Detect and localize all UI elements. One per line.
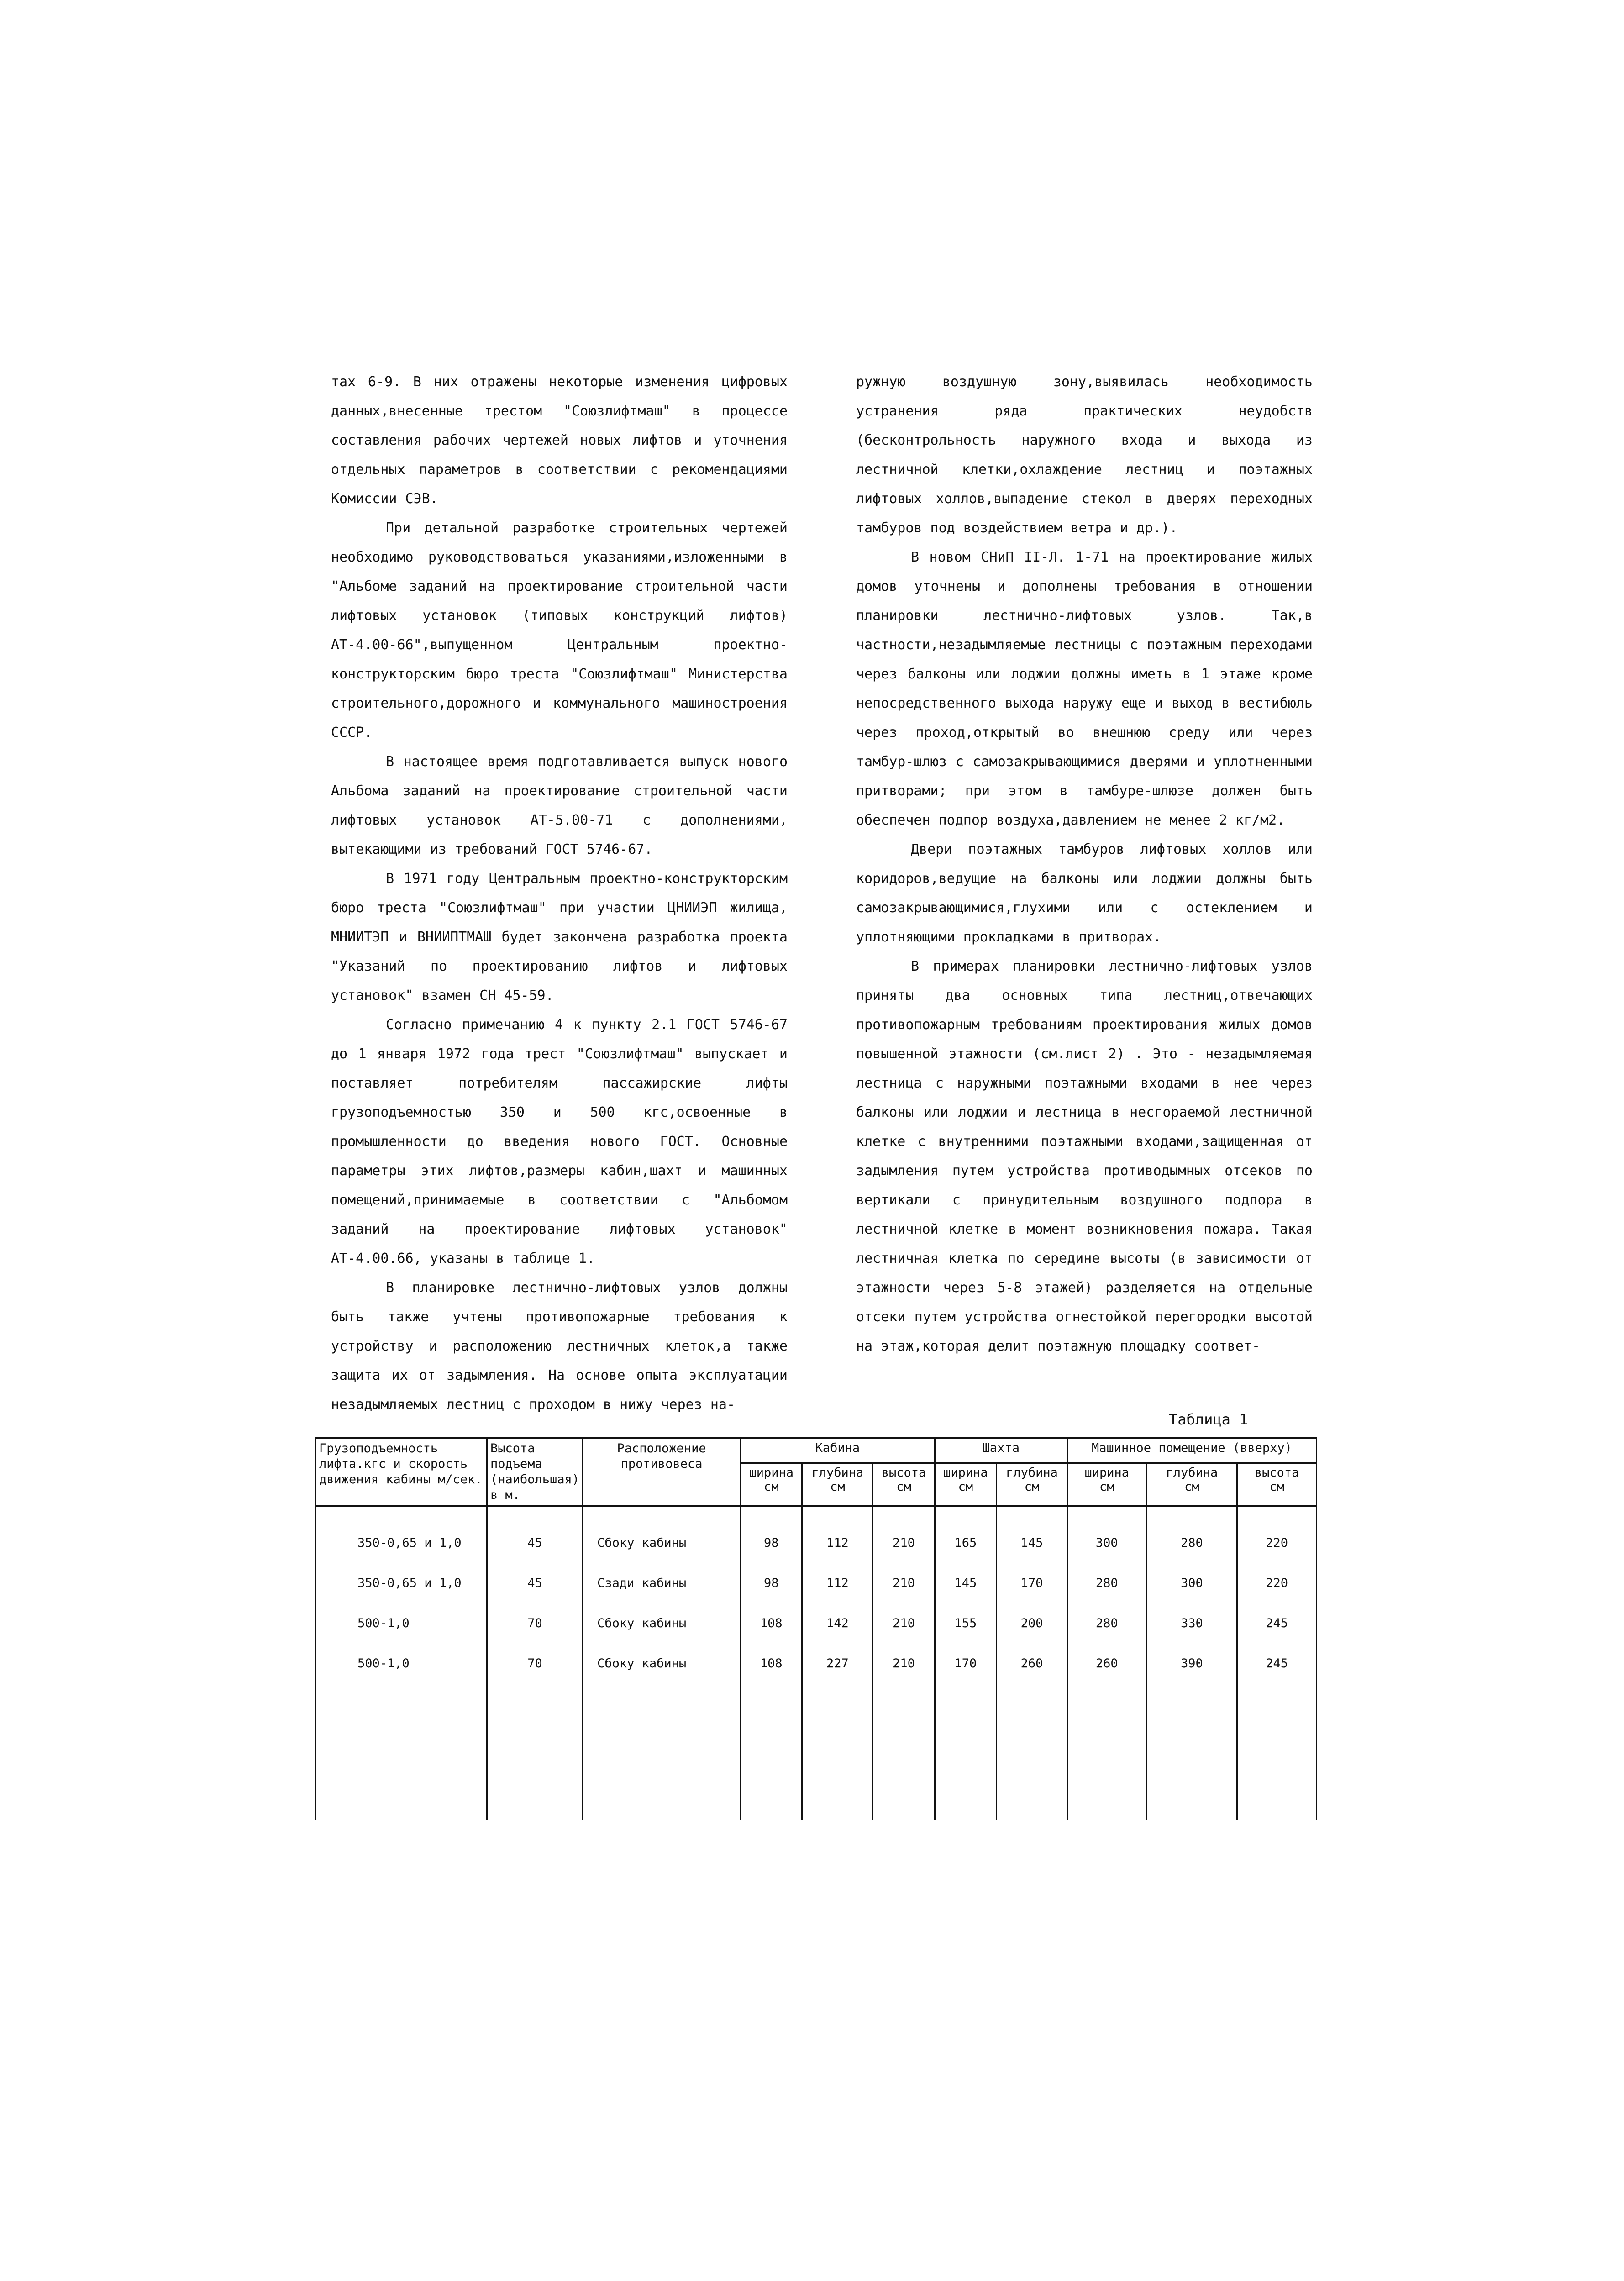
cell-shaft-depth: 260 xyxy=(997,1644,1067,1684)
table-empty-row xyxy=(316,1684,1317,1820)
unit-label: см xyxy=(1184,1480,1199,1494)
unit-label: см xyxy=(1024,1480,1040,1494)
subheader-height xyxy=(873,1463,935,1506)
empty-cell xyxy=(802,1684,873,1820)
cell-height: 70 xyxy=(487,1603,583,1644)
lift-parameters-table xyxy=(315,1437,1317,1820)
paragraph: Двери поэтажных тамбуров лифтовых холлов или коридоров,ведущие на балконы или лоджии должны быть самозакрывающимися,глухими или с остеклением и уплотняющими прокладками в притворах. xyxy=(856,841,1313,945)
right-text-column xyxy=(856,368,1313,1361)
paragraph: тах 6-9. В них отражены некоторые изменения цифровых данных,внесенные трестом "Союзлифтмаш" в процессе составления рабочих чертежей новых лифтов и уточнения отдельных параметров в соответствии с рекомендациями Комиссии СЭВ. xyxy=(331,374,788,507)
subheader-width xyxy=(1067,1463,1146,1506)
cell-capacity: 500-1,0 xyxy=(316,1603,487,1644)
unit-label: см xyxy=(1099,1480,1114,1494)
cell-capacity: 350-0,65 и 1,0 xyxy=(316,1506,487,1563)
cell-height: 45 xyxy=(487,1506,583,1563)
cell-room-depth: 390 xyxy=(1146,1644,1237,1684)
unit-label: см xyxy=(830,1480,845,1494)
empty-cell xyxy=(487,1684,583,1820)
cell-cabin-width: 108 xyxy=(741,1644,802,1684)
empty-cell xyxy=(1067,1684,1146,1820)
subheader-width xyxy=(741,1463,802,1506)
header-cabin: Кабина xyxy=(741,1438,935,1463)
paragraph: Согласно примечанию 4 к пункту 2.1 ГОСТ 5746-67 до 1 января 1972 года трест "Союзлифтмаш" выпускает и поставляет потребителям пассажирские лифты грузоподъемностью 350 и 500 кгс,освоенные в промышленности до введения нового ГОСТ. Основные параметры этих лифтов,размеры кабин,шахт и машинных помещений,принимаемые в соответствии с "Альбомом заданий на проектирование лифтовых установок" АТ-4.00.66, указаны в таблице 1. xyxy=(331,1017,788,1267)
paragraph: В настоящее время подготавливается выпуск нового Альбома заданий на проектирование строительной части лифтовых установок АТ-5.00-71 с дополнениями, вытекающими из требований ГОСТ 5746-67. xyxy=(331,754,788,857)
cell-position: Сбоку кабины xyxy=(583,1506,741,1563)
cell-cabin-depth: 112 xyxy=(802,1506,873,1563)
cell-room-depth: 300 xyxy=(1146,1563,1237,1603)
cell-shaft-width: 170 xyxy=(935,1644,996,1684)
subheader-depth xyxy=(802,1463,873,1506)
header-height: Высота подъема (наибольшая) в м. xyxy=(487,1438,583,1506)
subheader-label: высота xyxy=(881,1466,926,1480)
subheader-depth xyxy=(997,1463,1067,1506)
cell-shaft-depth: 200 xyxy=(997,1603,1067,1644)
cell-cabin-height: 210 xyxy=(873,1506,935,1563)
cell-height: 45 xyxy=(487,1563,583,1603)
header-capacity: Грузоподъемность лифта.кгс и скорость движения кабины м/сек. xyxy=(316,1438,487,1506)
cell-room-height: 245 xyxy=(1237,1603,1317,1644)
empty-cell xyxy=(935,1684,996,1820)
subheader-height xyxy=(1237,1463,1317,1506)
subheader-label: глубина xyxy=(1006,1466,1058,1480)
cell-room-height: 220 xyxy=(1237,1506,1317,1563)
cell-cabin-depth: 227 xyxy=(802,1644,873,1684)
cell-shaft-width: 145 xyxy=(935,1563,996,1603)
table-caption: Таблица 1 xyxy=(1169,1411,1248,1428)
header-shaft: Шахта xyxy=(935,1438,1067,1463)
paragraph: ружную воздушную зону,выявилась необходимость устранения ряда практических неудобств (бесконтрольность наружного входа и выхода из лестничной клетки,охлаждение лестниц и поэтажных лифтовых холлов,выпадение стекол в дверях переходных тамбуров под воздействием ветра и др.). xyxy=(856,374,1313,536)
subheader-label: ширина xyxy=(1084,1466,1130,1480)
cell-cabin-width: 108 xyxy=(741,1603,802,1644)
unit-label: см xyxy=(958,1480,973,1494)
cell-position: Сбоку кабины xyxy=(583,1644,741,1684)
cell-capacity: 500-1,0 xyxy=(316,1644,487,1684)
paragraph: В планировке лестнично-лифтовых узлов должны быть также учтены противопожарные требования к устройству и расположению лестничных клеток,а также защита их от задымления. На основе опыта эксплуатации незадымляемых лестниц с проходом в нижу через на- xyxy=(331,1280,788,1413)
cell-room-height: 220 xyxy=(1237,1563,1317,1603)
table-row xyxy=(316,1603,1317,1644)
table-row xyxy=(316,1506,1317,1563)
subheader-label: ширина xyxy=(749,1466,794,1480)
cell-shaft-width: 165 xyxy=(935,1506,996,1563)
subheader-label: глубина xyxy=(1166,1466,1218,1480)
cell-room-width: 300 xyxy=(1067,1506,1146,1563)
paragraph: В новом СНиП II-Л. 1-71 на проектирование жилых домов уточнены и дополнены требования в отношении планировки лестнично-лифтовых узлов. Так,в частности,незадымляемые лестницы с поэтажным переходами через балконы или лоджии должны иметь в 1 этаже кроме непосредственного выхода наружу еще и выход в вестибюль через проход,открытый во внешнюю среду или через тамбур-шлюз с самозакрывающимися дверями и уплотненными притворами; при этом в тамбуре-шлюзе должен быть обеспечен подпор воздуха,давлением не менее 2 кг/м2. xyxy=(856,549,1313,828)
subheader-label: высота xyxy=(1254,1466,1299,1480)
cell-room-depth: 280 xyxy=(1146,1506,1237,1563)
unit-label: см xyxy=(1269,1480,1284,1494)
cell-cabin-height: 210 xyxy=(873,1603,935,1644)
empty-cell xyxy=(316,1684,487,1820)
cell-room-width: 260 xyxy=(1067,1644,1146,1684)
empty-cell xyxy=(741,1684,802,1820)
paragraph: В 1971 году Центральным проектно-конструкторским бюро треста "Союзлифтмаш" при участии ЦНИИЭП жилища, МНИИТЭП и ВНИИПТМАШ будет закончена разработка проекта "Указаний по проектированию лифтов и лифтовых установок" взамен СН 45-59. xyxy=(331,871,788,1004)
cell-cabin-width: 98 xyxy=(741,1506,802,1563)
cell-cabin-width: 98 xyxy=(741,1563,802,1603)
cell-position: Сбоку кабины xyxy=(583,1603,741,1644)
paragraph: В примерах планировки лестнично-лифтовых узлов приняты два основных типа лестниц,отвечающих противопожарным требованиям проектирования жилых домов повышенной этажности (см.лист 2) . Это - незадымляемая лестница с наружными поэтажными входами в нее через балконы или лоджии и лестница в несгораемой лестничной клетке с внутренними поэтажными входами,защищенная от задымления путем устройства противодымных отсеков по вертикали с принудительным воздушного подпора в лестничной клетке в момент возникновения пожара. Такая лестничная клетка по середине высоты (в зависимости от этажности через 5-8 этажей) разделяется на отдельные отсеки путем устройства огнестойкой перегородки высотой на этаж,которая делит поэтажную площадку соответ- xyxy=(856,958,1313,1354)
unit-label: см xyxy=(896,1480,911,1494)
cell-capacity: 350-0,65 и 1,0 xyxy=(316,1563,487,1603)
empty-cell xyxy=(583,1684,741,1820)
cell-shaft-width: 155 xyxy=(935,1603,996,1644)
cell-room-width: 280 xyxy=(1067,1563,1146,1603)
cell-shaft-depth: 170 xyxy=(997,1563,1067,1603)
cell-cabin-height: 210 xyxy=(873,1644,935,1684)
subheader-label: ширина xyxy=(943,1466,988,1480)
empty-cell xyxy=(1237,1684,1317,1820)
empty-cell xyxy=(997,1684,1067,1820)
table-row xyxy=(316,1644,1317,1684)
cell-cabin-depth: 112 xyxy=(802,1563,873,1603)
cell-height: 70 xyxy=(487,1644,583,1684)
empty-cell xyxy=(873,1684,935,1820)
cell-cabin-height: 210 xyxy=(873,1563,935,1603)
subheader-depth xyxy=(1146,1463,1237,1506)
paragraph: При детальной разработке строительных чертежей необходимо руководствоваться указаниями,изложенными в "Альбоме заданий на проектирование строительной части лифтовых установок (типовых конструкций лифтов) АТ-4.00-66",выпущенном Центральным проектно-конструкторским бюро треста "Союзлифтмаш" Министерства строительного,дорожного и коммунального машиностроения СССР. xyxy=(331,520,788,741)
cell-room-width: 280 xyxy=(1067,1603,1146,1644)
left-text-column xyxy=(331,368,788,1419)
cell-room-height: 245 xyxy=(1237,1644,1317,1684)
subheader-width xyxy=(935,1463,996,1506)
table-row xyxy=(316,1563,1317,1603)
header-position: Расположение противовеса xyxy=(583,1438,741,1506)
unit-label: см xyxy=(763,1480,779,1494)
cell-cabin-depth: 142 xyxy=(802,1603,873,1644)
cell-shaft-depth: 145 xyxy=(997,1506,1067,1563)
cell-room-depth: 330 xyxy=(1146,1603,1237,1644)
subheader-label: глубина xyxy=(811,1466,864,1480)
cell-position: Сзади кабины xyxy=(583,1563,741,1603)
header-machine-room: Машинное помещение (вверху) xyxy=(1067,1438,1316,1463)
empty-cell xyxy=(1146,1684,1237,1820)
